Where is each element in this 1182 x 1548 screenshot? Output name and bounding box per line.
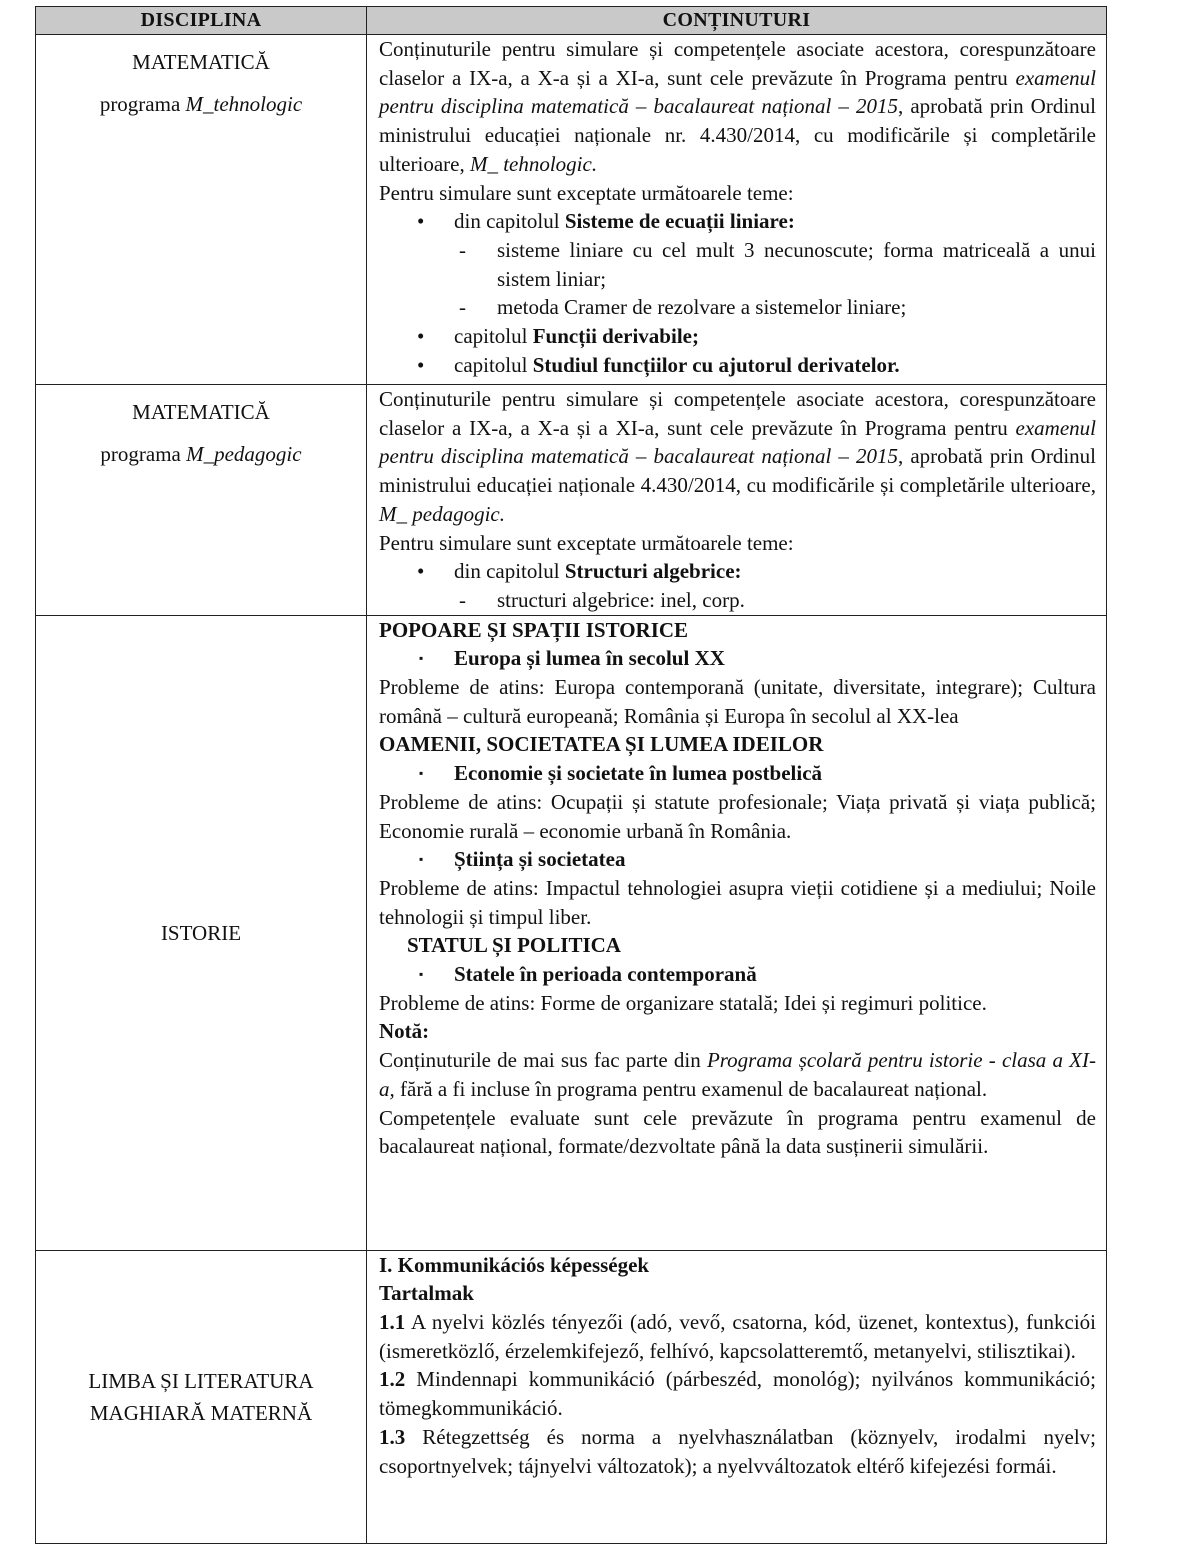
paragraph: 1.1 A nyelvi közlés tényezői (adó, vevő, csatorna, kód, üzenet, kontextus), funkciói (ismeretközlő, érzelemkifejező, felhívó, kapcsolatteremtő, metanyelvi, stilisztikai).	[379, 1310, 1096, 1363]
paragraph: Probleme de atins: Forme de organizare statală; Idei și regimuri politice.	[379, 990, 987, 1015]
program-label: programa M_pedagogic	[100, 442, 302, 466]
table-row	[36, 35, 1107, 385]
list-item: • din capitolul Sisteme de ecuații liniare:	[379, 207, 1096, 236]
table-header-row	[36, 7, 1107, 35]
discipline-cell	[36, 1250, 367, 1543]
table-row	[36, 615, 1107, 1250]
list-item: • capitolul Funcții derivabile;	[379, 322, 1096, 351]
subsection-heading: ▪ Economie și societate în lumea postbelică	[379, 759, 1096, 788]
paragraph: Pentru simulare sunt exceptate următoarele teme:	[379, 530, 794, 555]
content-cell	[367, 615, 1107, 1250]
note-label: Notă:	[379, 1019, 430, 1044]
dash-icon: -	[459, 587, 466, 612]
subsection-heading: ▪ Statele în perioada contemporană	[379, 960, 1096, 989]
header-disciplina: DISCIPLINA	[36, 7, 367, 35]
list-item: • din capitolul Structuri algebrice:	[379, 557, 1096, 586]
paragraph: Competențele evaluate sunt cele prevăzute în programa pentru examenul de bacalaureat național, formate/dezvoltate până la data susținerii simulării.	[379, 1105, 1096, 1159]
paragraph: Conținuturile de mai sus fac parte din Programa școlară pentru istorie - clasa a XI-a, fără a fi incluse în programa pentru examenul de bacalaureat național.	[379, 1048, 1096, 1101]
header-continuturi: CONȚINUTURI	[367, 7, 1107, 35]
list-item: - metoda Cramer de rezolvare a sistemelor liniare;	[379, 293, 1096, 322]
section-heading: Tartalmak	[379, 1281, 474, 1306]
list-item: • capitolul Studiul funcțiilor cu ajutorul derivatelor.	[379, 351, 1096, 380]
square-bullet-icon: ▪	[419, 967, 424, 982]
paragraph: Probleme de atins: Europa contemporană (unitate, diversitate, integrare); Cultura română – cultură europeană; România și Europa în secolul al XX-lea	[379, 675, 1096, 728]
bullet-icon: •	[417, 209, 425, 234]
discipline-cell	[36, 35, 367, 385]
section-heading: OAMENII, SOCIETATEA ȘI LUMEA IDEILOR	[379, 732, 824, 757]
section-heading: POPOARE ȘI SPAȚII ISTORICE	[379, 617, 689, 642]
content-cell	[367, 1250, 1107, 1543]
paragraph: 1.2 Mindennapi kommunikáció (párbeszéd, monológ); nyilvános kommunikáció; tömegkommunikáció.	[379, 1367, 1096, 1421]
square-bullet-icon: ▪	[419, 766, 424, 781]
paragraph: Conținuturile pentru simulare și competențele asociate acestora, corespunzătoare claselor a IX-a, a X-a și a XI-a, sunt cele prevăzute în Programa pentru examenul pentru disciplina matematică – bacalaureat național – 2015, aprobată prin Ordinul ministrului educației naționale 4.430/2014, cu modificările și completările ulterioare, M_ pedagogic.	[379, 387, 1096, 526]
paragraph: Conținuturile pentru simulare și competențele asociate acestora, corespunzătoare claselor a IX-a, a X-a și a XI-a, sunt cele prevăzute în Programa pentru examenul pentru disciplina matematică – bacalaureat național – 2015, aprobată prin Ordinul ministrului educației naționale nr. 4.430/2014, cu modificările și completările ulterioare, M_ tehnologic.	[379, 37, 1096, 176]
bullet-icon: •	[417, 559, 425, 584]
discipline-title: LIMBA ȘI LITERATURA	[88, 1368, 314, 1393]
list-item: - sisteme liniare cu cel mult 3 necunoscute; forma matriceală a unui sistem liniar;	[459, 237, 1096, 291]
program-label: programa M_tehnologic	[99, 92, 303, 116]
discipline-title: MAGHIARĂ MATERNĂ	[89, 1400, 313, 1425]
bullet-icon: •	[417, 352, 425, 377]
paragraph: Probleme de atins: Ocupații și statute profesionale; Viața privată și viața publică; Economie rurală – economie urbană în România.	[379, 789, 1096, 843]
discipline-cell	[36, 385, 367, 616]
list-item: - structuri algebrice: inel, corp.	[379, 586, 1096, 615]
discipline-title: ISTORIE	[160, 920, 242, 945]
dash-icon: -	[459, 295, 466, 320]
paragraph: Pentru simulare sunt exceptate următoarele teme:	[379, 180, 794, 205]
discipline-cell	[36, 615, 367, 1250]
paragraph: Probleme de atins: Impactul tehnologiei asupra vieții cotidiene și a mediului; Noile tehnologii și timpul liber.	[379, 875, 1096, 929]
table-row	[36, 385, 1107, 616]
content-cell	[367, 385, 1107, 616]
section-heading: STATUL ȘI POLITICA	[407, 933, 621, 958]
paragraph: 1.3 Rétegzettség és norma a nyelvhasználatban (köznyelv, irodalmi nyelv; csoportnyelvek; tájnyelvi változatok); a nyelvváltozatok eltérő kifejezési formái.	[379, 1424, 1096, 1478]
discipline-title: MATEMATICĂ	[132, 400, 270, 424]
dash-icon: -	[459, 237, 466, 262]
bullet-icon: •	[417, 324, 425, 349]
content-cell	[367, 35, 1107, 385]
discipline-title: MATEMATICĂ	[132, 50, 270, 74]
square-bullet-icon: ▪	[419, 651, 424, 666]
square-bullet-icon: ▪	[419, 852, 424, 867]
subsection-heading: ▪ Europa și lumea în secolul XX	[379, 644, 1096, 673]
subsection-heading: ▪ Știința și societatea	[379, 845, 1096, 874]
content-table	[35, 6, 1107, 1544]
table-row	[36, 1250, 1107, 1543]
section-heading: I. Kommunikációs képességek	[379, 1252, 650, 1277]
